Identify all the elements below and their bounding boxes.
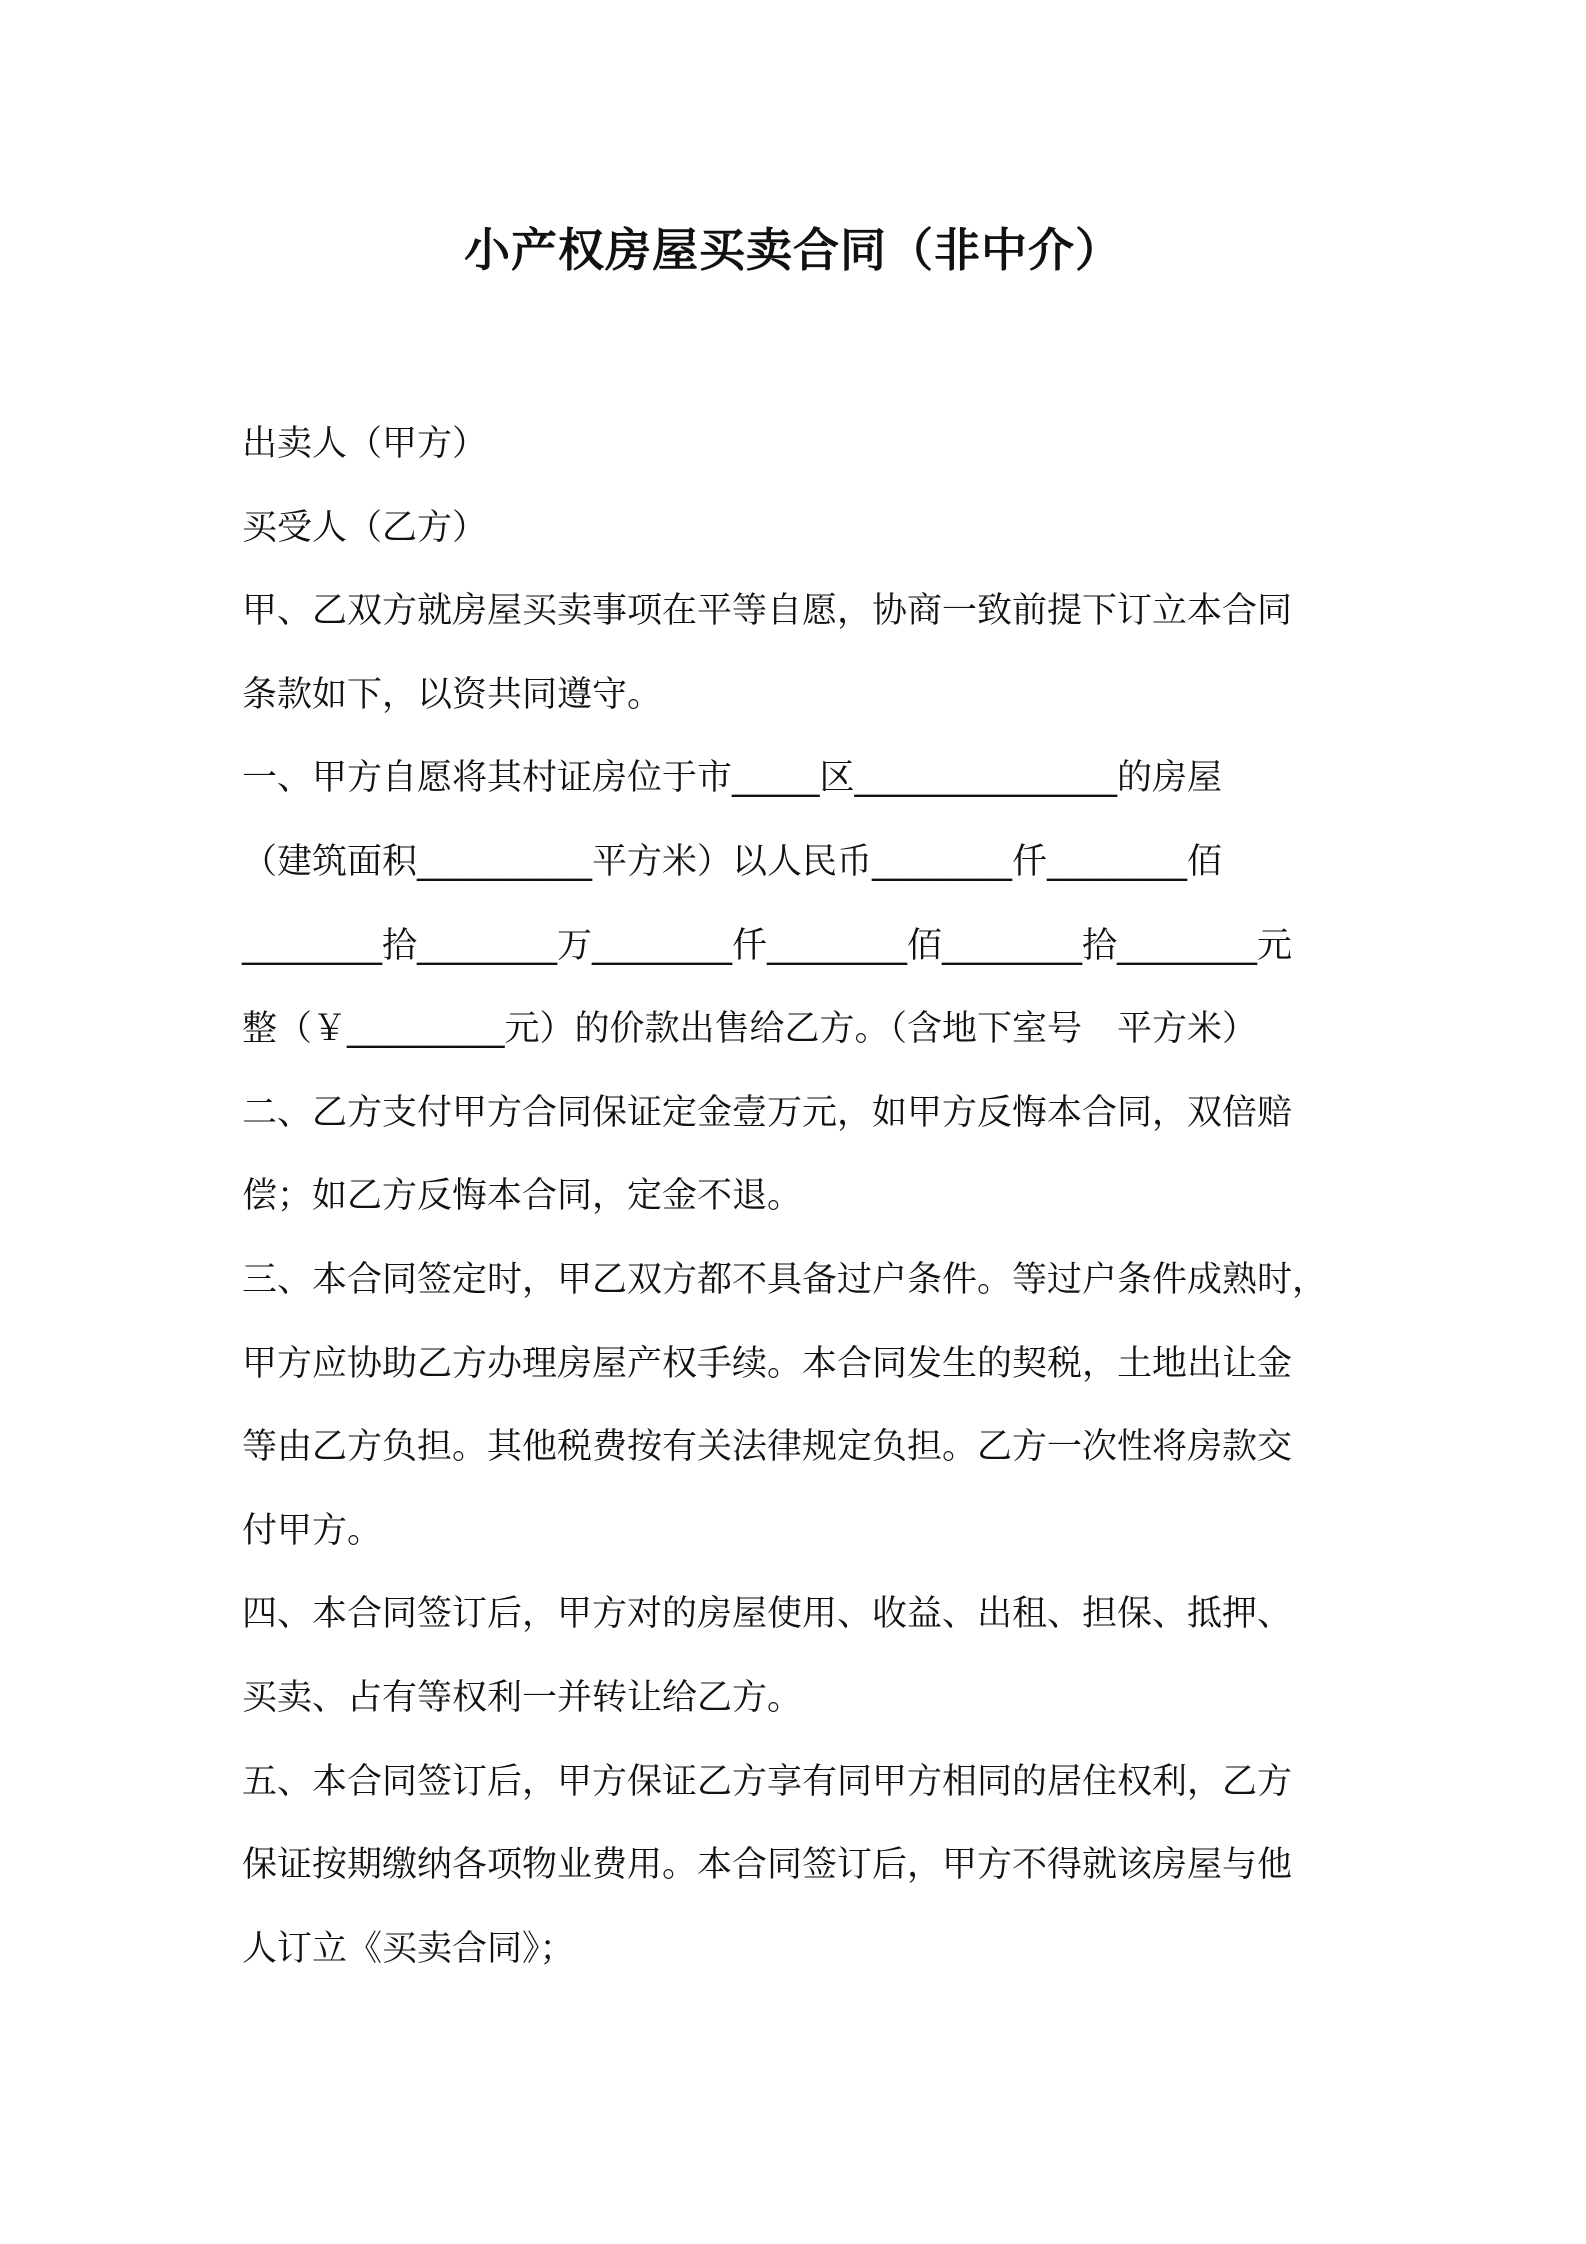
line-clause-5-1: 五、本合同签订后，甲方保证乙方享有同甲方相同的居住权利，乙方 [242, 1761, 1293, 1802]
line-preamble-1: 甲、乙双方就房屋买卖事项在平等自愿，协商一致前提下订立本合同 [242, 591, 1293, 632]
line-clause-2-1: 二、乙方支付甲方合同保证定金壹万元，如甲方反悔本合同，双倍赔 [242, 1092, 1293, 1133]
document-body [242, 403, 1362, 1991]
line-clause-1-4: 整（￥_________元）的价款出售给乙方。（含地下室号 平方米） [242, 1009, 1258, 1050]
line-buyer: 买受人（乙方） [242, 507, 488, 548]
line-clause-4-1: 四、本合同签订后，甲方对的房屋使用、收益、出租、担保、抵押、 [242, 1594, 1293, 1635]
line-clause-1-1: 一、甲方自愿将其村证房位于市_____区_______________的房屋 [242, 758, 1223, 799]
document-title: 小产权房屋买卖合同（非中介） [464, 223, 1122, 277]
line-clause-1-3: ________拾________万________仟________佰________拾________元 [242, 925, 1293, 966]
line-clause-3-2: 甲方应协助乙方办理房屋产权手续。本合同发生的契税，土地出让金 [242, 1343, 1293, 1384]
line-clause-3-3: 等由乙方负担。其他税费按有关法律规定负担。乙方一次性将房款交 [242, 1427, 1293, 1468]
line-clause-3-1: 三、本合同签定时，甲乙双方都不具备过户条件。等过户条件成熟时， [242, 1259, 1328, 1300]
line-clause-3-4: 付甲方。 [242, 1510, 383, 1551]
line-clause-5-2: 保证按期缴纳各项物业费用。本合同签订后，甲方不得就该房屋与他 [242, 1845, 1293, 1886]
line-preamble-2: 条款如下，以资共同遵守。 [242, 674, 663, 715]
line-clause-1-2: （建筑面积__________平方米）以人民币________仟________佰 [242, 841, 1223, 882]
line-clause-2-2: 偿；如乙方反悔本合同，定金不退。 [242, 1176, 803, 1217]
line-seller: 出卖人（甲方） [242, 424, 488, 464]
line-clause-5-3: 人订立《买卖合同》； [242, 1928, 575, 1969]
line-clause-4-2: 买卖、占有等权利一并转让给乙方。 [242, 1677, 803, 1718]
